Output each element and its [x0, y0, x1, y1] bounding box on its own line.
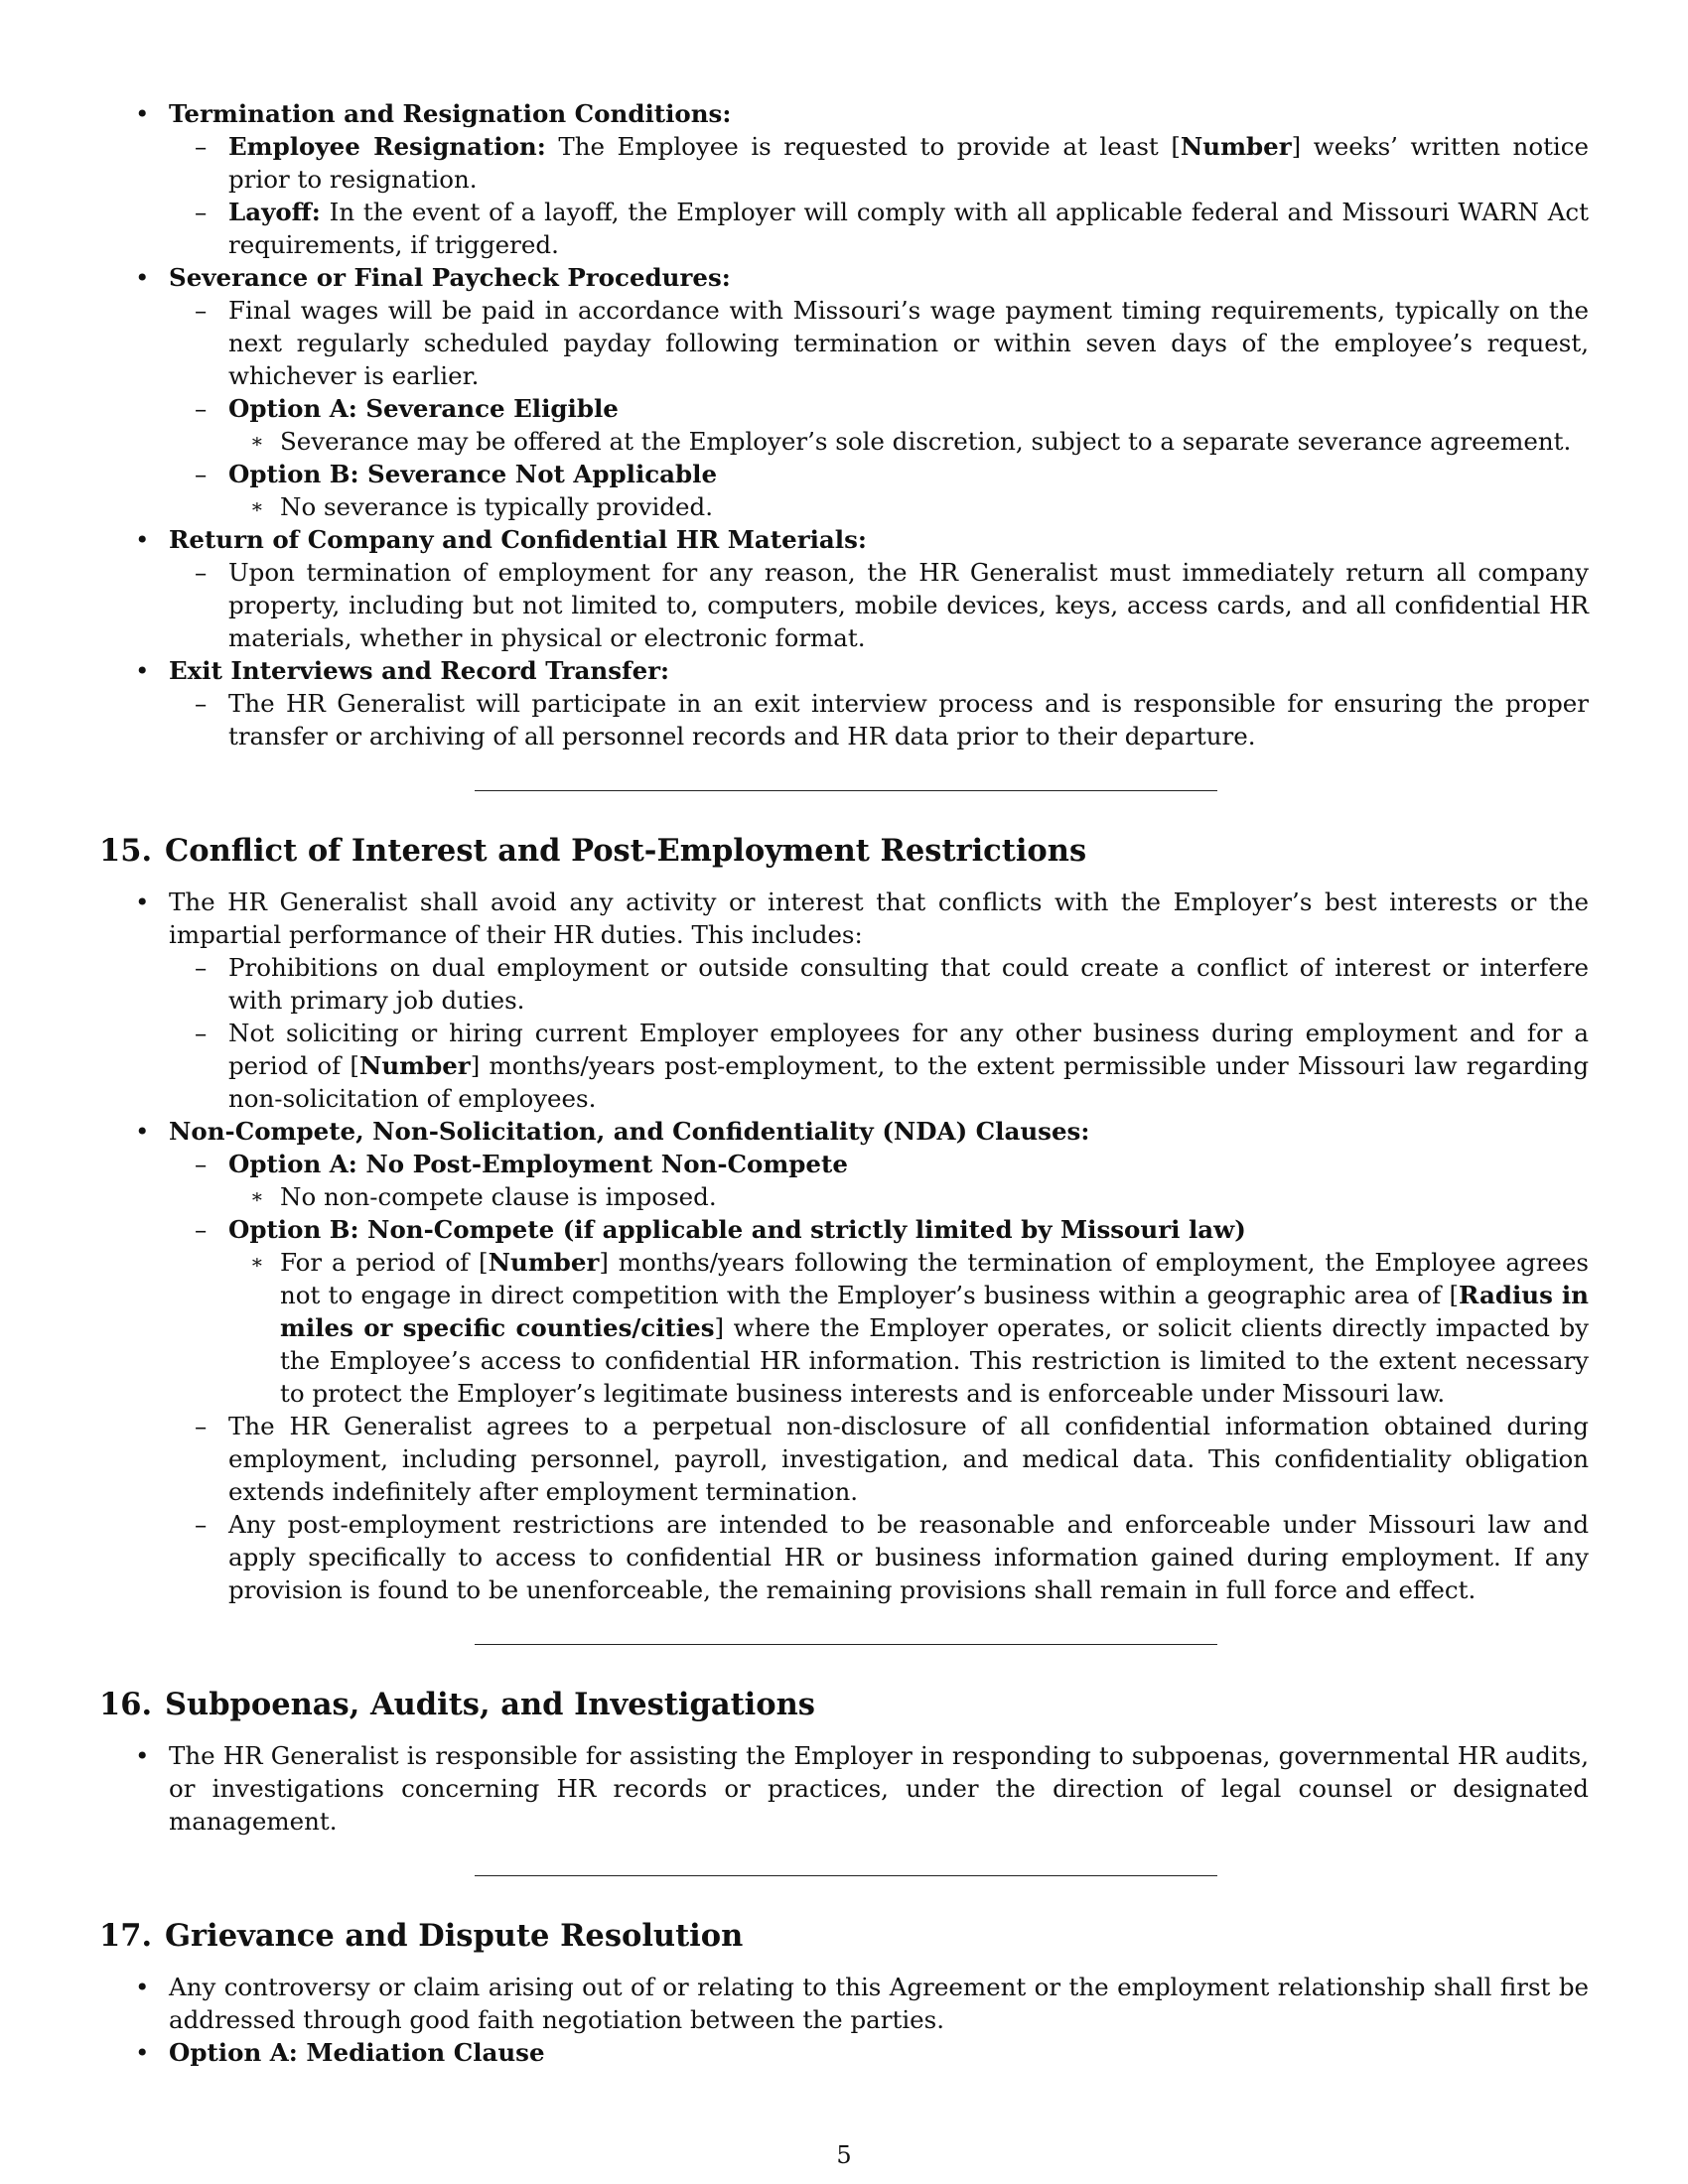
list-item: – The HR Generalist will participate in an exit interview process and is responsible for ensuring the proper transfer or archiving of all personnel records and HR data prior to their departure.	[99, 687, 1589, 752]
section-17-heading: 17. Grievance and Dispute Resolution	[99, 1918, 744, 1954]
list-item: – Upon termination of employment for any reason, the HR Generalist must immediately return all company property, including but not limited to, computers, mobile devices, keys, access cards, and all confidential HR materials, whether in physical or electronic format.	[99, 556, 1589, 654]
placeholder-radius: Radius in miles or specific counties/cities	[280, 1281, 1589, 1342]
list-item: – Any post-employment restrictions are intended to be reasonable and enforceable under Missouri law and apply specifically to access to confidential HR or business information gained during employment. If any provision is found to be unenforceable, the remaining provisions shall remain in full force and effect.	[99, 1508, 1589, 1606]
list-item	[99, 392, 1589, 425]
section-17-list	[99, 1971, 1589, 2069]
list-item: ∗ For a period of [Number] months/years following the termination of employment, the Employee agrees not to engage in direct competition with the Employer’s business within a geographic area of [Radius in miles or specific counties/cities] where the Employer operates, or solicit clients directly impacted by the Employee’s access to confidential HR information. This restriction is limited to the extent necessary to protect the Employer’s legitimate business interests and is enforceable under Missouri law.	[99, 1246, 1589, 1410]
noncompete-option-a: Option A: No Post-Employment Non-Compete	[228, 1150, 848, 1178]
layoff-label: Layoff:	[228, 198, 321, 226]
list-item: ∗ No severance is typically provided.	[99, 490, 1589, 523]
list-item: – Final wages will be paid in accordance with Missouri’s wage payment timing requirements, typically on the next regularly scheduled payday following termination or within seven days of the employee’s request, whichever is earlier.	[99, 294, 1589, 392]
severance-title: Severance or Final Paycheck Procedures:	[169, 263, 731, 292]
section-15-heading: 15. Conflict of Interest and Post-Employment Restrictions	[99, 833, 1087, 869]
clauses-title: Non-Compete, Non-Solicitation, and Confidentiality (NDA) Clauses:	[169, 1117, 1090, 1146]
list-item: – Employee Resignation: The Employee is requested to provide at least [Number] weeks’ written notice prior to resignation.	[99, 130, 1589, 196]
noncompete-option-b: Option B: Non-Compete (if applicable and strictly limited by Missouri law)	[228, 1215, 1246, 1244]
list-item: – Layoff: In the event of a layoff, the Employer will comply with all applicable federal and Missouri WARN Act requirements, if triggered.	[99, 196, 1589, 261]
list-item: – The HR Generalist agrees to a perpetual non-disclosure of all confidential information obtained during employment, including personnel, payroll, investigation, and medical data. This confidentiality obligation extends indefinitely after employment termination.	[99, 1410, 1589, 1508]
list-item: ∗ Severance may be offered at the Employer’s sole discretion, subject to a separate severance agreement.	[99, 425, 1589, 458]
termination-title: Termination and Resignation Conditions:	[169, 99, 732, 128]
list-item: ∗ No non-compete clause is imposed.	[99, 1180, 1589, 1213]
placeholder-number: Number	[1180, 132, 1292, 161]
list-item: – Prohibitions on dual employment or outside consulting that could create a conflict of interest or interfere with primary job duties.	[99, 951, 1589, 1017]
list-item: – Not soliciting or hiring current Employer employees for any other business during employment and for a period of [Number] months/years post-employment, to the extent permissible under Missouri law regarding non-solicitation of employees.	[99, 1017, 1589, 1115]
list-item	[99, 1213, 1589, 1246]
page-number: 5	[836, 2141, 852, 2169]
placeholder-number: Number	[488, 1248, 600, 1277]
list-item	[99, 261, 1589, 294]
section-divider	[475, 790, 1217, 791]
list-item	[99, 2036, 1589, 2069]
list-item	[99, 1148, 1589, 1180]
exit-title: Exit Interviews and Record Transfer:	[169, 656, 670, 685]
mediation-option-a: Option A: Mediation Clause	[169, 2038, 545, 2067]
placeholder-number: Number	[358, 1051, 471, 1080]
section-16-heading: 16. Subpoenas, Audits, and Investigations	[99, 1687, 815, 1722]
section-divider	[475, 1875, 1217, 1876]
list-item: • Any controversy or claim arising out of or relating to this Agreement or the employment relationship shall first be addressed through good faith negotiation between the parties.	[99, 1971, 1589, 2036]
document-page	[99, 97, 1589, 2069]
section-16-list	[99, 1739, 1589, 1838]
list-item: • The HR Generalist is responsible for assisting the Employer in responding to subpoenas, governmental HR audits, or investigations concerning HR records or practices, under the direction of legal counsel or designated management.	[99, 1739, 1589, 1838]
severance-option-b: Option B: Severance Not Applicable	[228, 460, 718, 488]
return-materials-title: Return of Company and Confidential HR Materials:	[169, 525, 867, 554]
list-item	[99, 97, 1589, 130]
severance-option-a: Option A: Severance Eligible	[228, 394, 619, 423]
list-item	[99, 1115, 1589, 1148]
section-divider	[475, 1644, 1217, 1645]
list-item	[99, 523, 1589, 556]
section-15-list	[99, 886, 1589, 1606]
list-item: • The HR Generalist shall avoid any activity or interest that conflicts with the Employer’s best interests or the impartial performance of their HR duties. This includes:	[99, 886, 1589, 951]
resignation-label: Employee Resignation:	[228, 132, 546, 161]
list-item	[99, 654, 1589, 687]
section-14-list	[99, 97, 1589, 752]
list-item	[99, 458, 1589, 490]
